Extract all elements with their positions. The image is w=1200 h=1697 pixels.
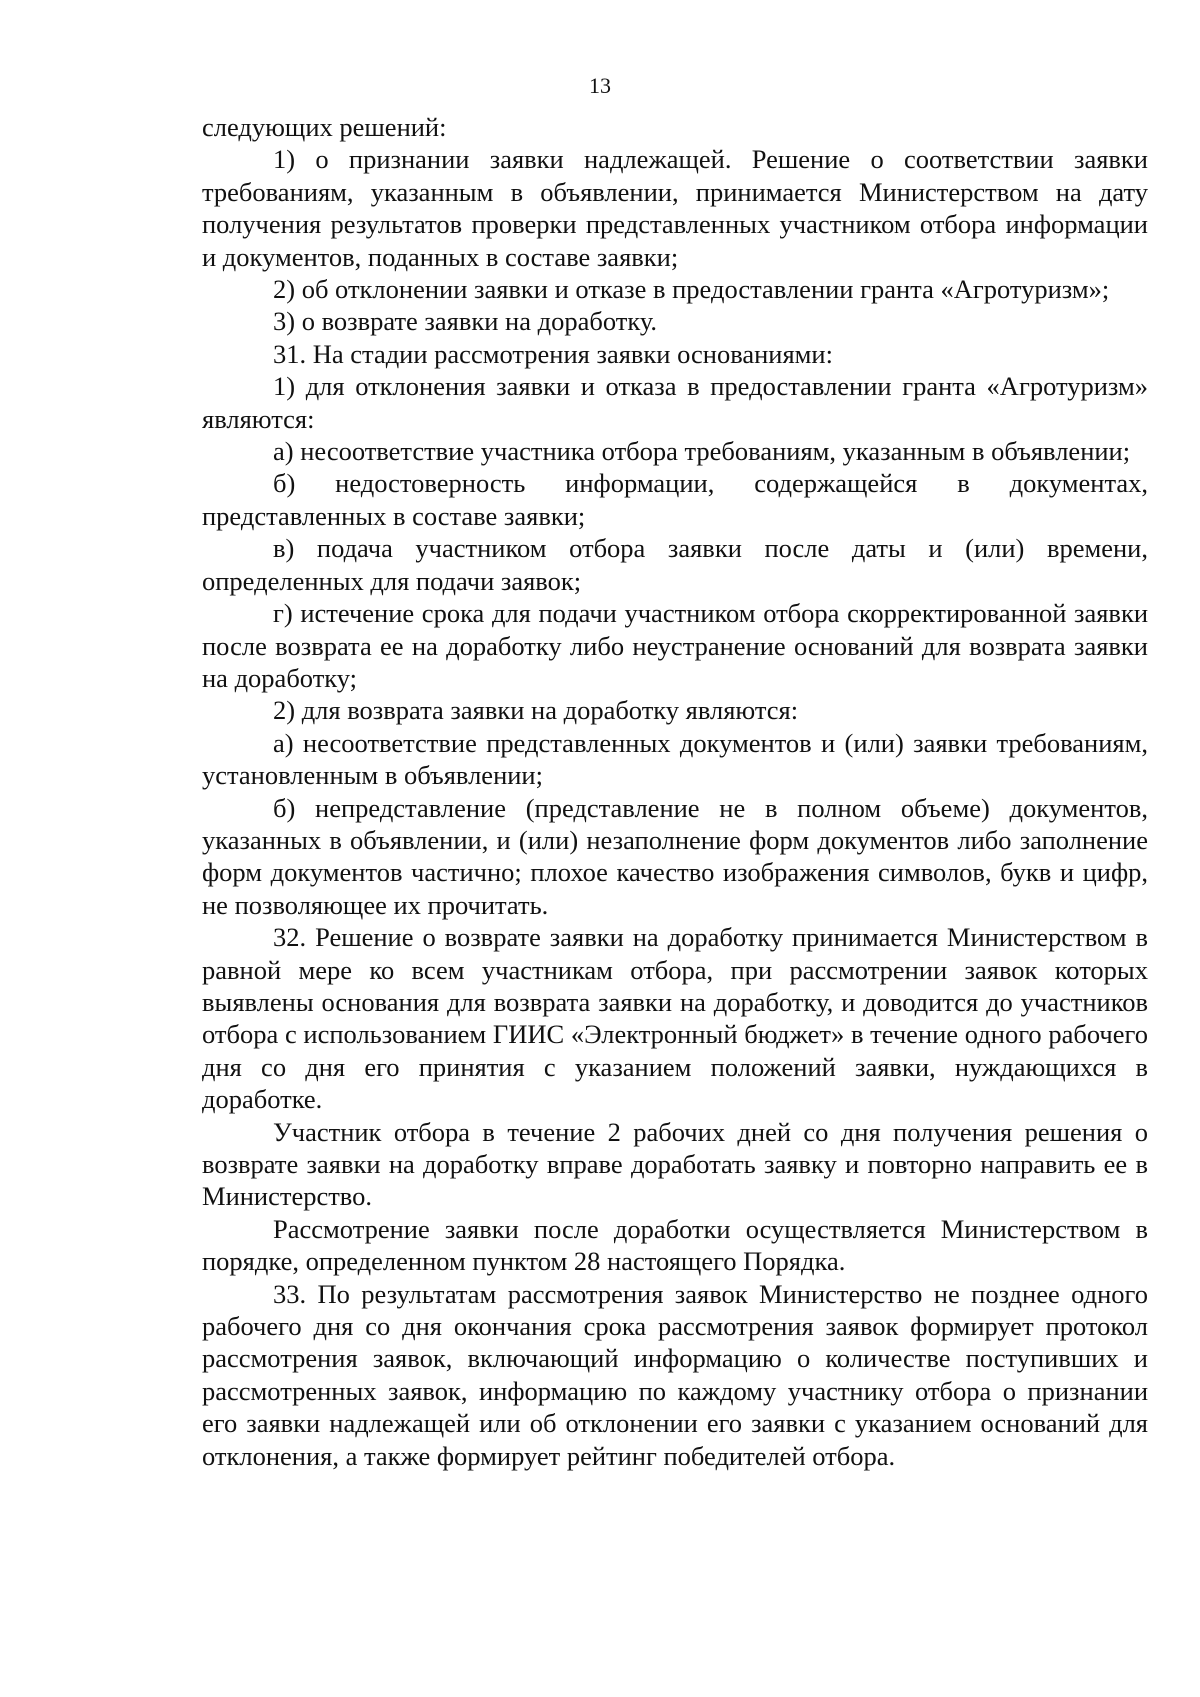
page-number: 13 — [589, 73, 611, 98]
paragraph-31-1: 1) для отклонения заявки и отказа в предоставлении гранта «Агротуризм» являются: — [202, 371, 1148, 434]
document-body — [202, 111, 1148, 1472]
paragraph-31-2: 2) для возврата заявки на доработку являются: — [273, 695, 799, 726]
paragraph-31-1-g: г) истечение срока для подачи участником отбора скорректированной заявки после возврата ее на доработку либо неустранение оснований для возврата заявки на доработку; — [202, 598, 1148, 693]
paragraph-31-1-b: б) недостоверность информации, содержащейся в документах, представленных в составе заявки; — [202, 468, 1148, 531]
paragraph-31-1-v: в) подача участником отбора заявки после даты и (или) времени, определенных для подачи заявок; — [202, 533, 1148, 596]
paragraph-decision-1: 1) о признании заявки надлежащей. Решение о соответствии заявки требованиям, указанным в объявлении, принимается Министерством на дату получения результатов проверки представленных участником отбора информации и документов, поданных в составе заявки; — [202, 144, 1148, 272]
paragraph-32-review: Рассмотрение заявки после доработки осуществляется Министерством в порядке, определенном пунктом 28 настоящего Порядка. — [202, 1213, 1148, 1277]
paragraph-decision-3: 3) о возврате заявки на доработку. — [273, 306, 658, 337]
paragraph-32-participant: Участник отбора в течение 2 рабочих дней со дня получения решения о возврате заявки на доработку вправе доработать заявку и повторно направить ее в Министерство. — [202, 1116, 1148, 1212]
paragraph-31: 31. На стадии рассмотрения заявки основаниями: — [273, 338, 833, 369]
paragraph-33: 33. По результатам рассмотрения заявок Министерство не позднее одного рабочего дня со дня окончания срока рассмотрения заявок формирует протокол рассмотрения заявок, включающий информацию о количестве поступивших и рассмотренных заявок, информацию по каждому участнику отбора о признании его заявки надлежащей или об отклонении его заявки с указанием оснований для отклонения, а также формирует рейтинг победителей отбора. — [202, 1278, 1148, 1471]
paragraph-31-2-b: б) непредставление (представление не в полном объеме) документов, указанных в объявлении, и (или) незаполнение форм документов либо заполнение форм документов частично; плохое качество изображения символов, букв и цифр, не позволяющее их прочитать. — [202, 792, 1148, 920]
paragraph-31-2-a: а) несоответствие представленных документов и (или) заявки требованиям, установленным в объявлении; — [202, 727, 1148, 791]
paragraph-continuation: следующих решений: — [202, 112, 447, 142]
paragraph-31-1-a: а) несоответствие участника отбора требованиям, указанным в объявлении; — [273, 436, 1131, 467]
paragraph-decision-2: 2) об отклонении заявки и отказе в предоставлении гранта «Агротуризм»; — [273, 274, 1110, 305]
paragraph-32: 32. Решение о возврате заявки на доработку принимается Министерством в равной мере ко всем участникам отбора, при рассмотрении заявок которых выявлены основания для возврата заявки на доработку, и доводится до участников отбора с использованием ГИИС «Электронный бюджет» в течение одного рабочего дня со дня его принятия с указанием положений заявки, нуждающихся в доработке. — [202, 922, 1148, 1115]
